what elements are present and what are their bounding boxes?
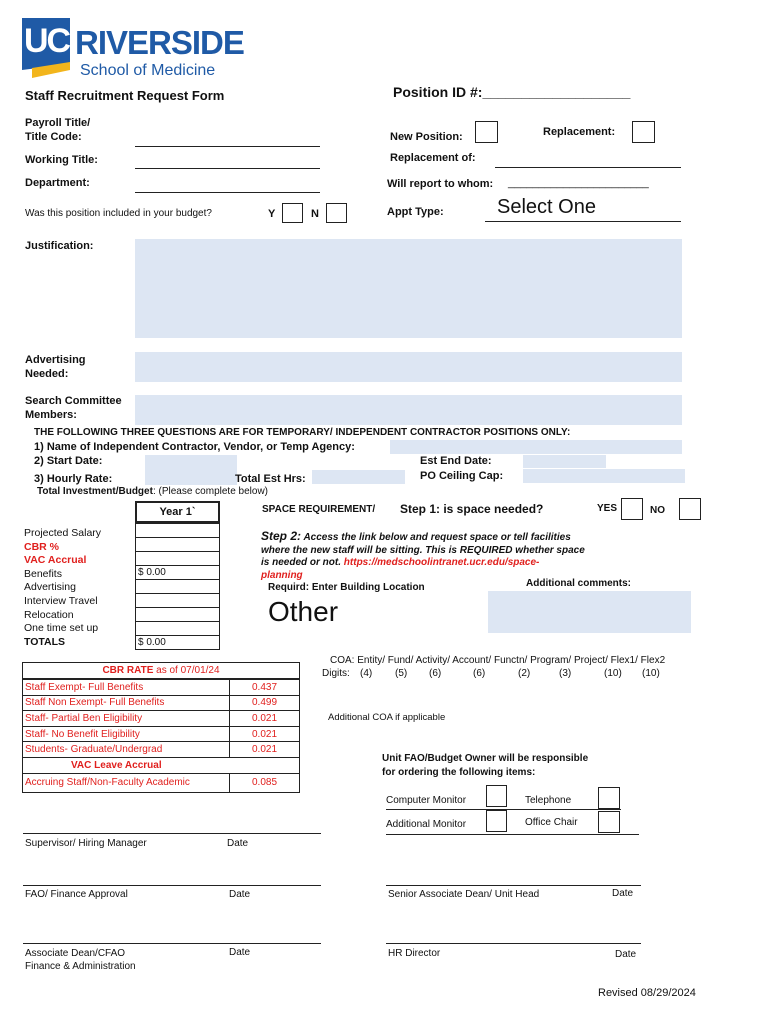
year-header (135, 501, 220, 523)
cbr-label: Staff Exempt- Full Benefits (23, 680, 230, 696)
senior-dean-label: Senior Associate Dean/ Unit Head (388, 889, 540, 900)
fao-sign-line[interactable] (23, 885, 321, 886)
budget-n-label: N (311, 208, 319, 220)
est-end-label: Est End Date: (420, 455, 492, 467)
logo (22, 18, 244, 82)
budget-n-checkbox[interactable] (326, 203, 347, 223)
vac-value: 0.085 (230, 773, 300, 792)
coa-digit: (5) (395, 668, 408, 679)
coa-digit: (6) (429, 668, 442, 679)
po-ceiling-field[interactable] (523, 469, 685, 483)
cbr-value: 0.021 (230, 726, 300, 742)
working-title-field[interactable] (135, 168, 320, 169)
payroll-title-field[interactable] (135, 146, 320, 147)
computer-monitor-label: Computer Monitor (386, 795, 467, 806)
space-link[interactable]: https://medschoolintranet.ucr.edu/space- (343, 557, 540, 568)
search-label-line1: Search Committee (25, 395, 122, 407)
hr-director-date-label: Date (615, 949, 637, 960)
coa-line: COA: Entity/ Fund/ Activity/ Account/ Functn/ Program/ Project/ Flex1/ Flex2 (330, 655, 666, 666)
required-building-label: Requird: Enter Building Location (268, 582, 425, 593)
budget-y-label: Y (268, 208, 276, 220)
coa-digit: (6) (473, 668, 486, 679)
cbr-header (22, 662, 300, 679)
temp-q1-field[interactable] (390, 440, 682, 454)
total-investment-label (37, 486, 268, 497)
equipment-line2: for ordering the following items: (382, 766, 536, 778)
justification-label: Justification: (25, 240, 94, 252)
cbr-title: CBR RATE (102, 665, 154, 676)
supervisor-sign-line[interactable] (23, 833, 321, 834)
advertising-label (25, 353, 86, 381)
table-row (23, 695, 300, 711)
search-label-line2: Members: (25, 409, 77, 421)
table-row (23, 726, 300, 742)
step2-line2: where the new staff will be sitting. This is REQUIRED whether space (261, 544, 585, 556)
vac-cell[interactable] (136, 552, 220, 566)
logo-uc: UC (24, 22, 70, 60)
office-chair-label: Office Chair (525, 817, 578, 828)
coa-digit: (10) (642, 668, 660, 679)
new-position-label: New Position: (390, 131, 463, 143)
please-complete-text: : (Please complete below) (152, 486, 268, 497)
space-yes-label: YES (597, 503, 618, 514)
budget-question: Was this position included in your budget? (25, 208, 212, 219)
equipment-line1: Unit FAO/Budget Owner will be responsible (382, 753, 589, 764)
assoc-dean-line1: Associate Dean/CFAO (25, 948, 126, 959)
step2-label: Step 2: (261, 529, 302, 543)
revised-date: Revised 08/29/2024 (598, 987, 696, 999)
year-header-text: Year 1` (159, 506, 196, 518)
budget-row-label: CBR % (24, 540, 60, 553)
appt-type-label: Appt Type: (387, 206, 444, 218)
temp-heading: THE FOLLOWING THREE QUESTIONS ARE FOR TEMPORARY/ INDEPENDENT CONTRACTOR POSITIONS ONLY: (34, 427, 571, 438)
justification-field[interactable] (135, 239, 682, 338)
table-row (23, 742, 300, 758)
coa-digit: (3) (559, 668, 572, 679)
coa-digit: (4) (360, 668, 373, 679)
vac-label: Accruing Staff/Non-Faculty Academic (23, 773, 230, 792)
budget-row-label: TOTALS (24, 635, 66, 648)
office-chair-checkbox[interactable] (598, 811, 620, 833)
computer-monitor-checkbox[interactable] (486, 785, 507, 807)
budget-row-label: VAC Accrual (24, 554, 87, 567)
advertising-cell[interactable] (136, 580, 220, 594)
totals-cell: $ 0.00 (136, 636, 220, 650)
cbr-label: Students- Graduate/Undergrad (23, 742, 230, 758)
table-row (23, 680, 300, 696)
table-row (23, 711, 300, 727)
coa-digits-label: Digits: (322, 668, 350, 679)
space-link-cont[interactable]: planning (261, 569, 303, 581)
will-report-field[interactable]: _______________________ (508, 177, 649, 189)
replacement-checkbox[interactable] (632, 121, 655, 143)
department-field[interactable] (135, 192, 320, 193)
cbr-label: Staff- No Benefit Eligibility (23, 726, 230, 742)
supervisor-date-label: Date (227, 838, 249, 849)
equipment-bottom-line (386, 834, 639, 835)
total-investment-text: Total Investment/Budget (37, 486, 153, 497)
cbr-label: Staff- Partial Ben Eligibility (23, 711, 230, 727)
additional-comments-field[interactable] (488, 591, 691, 633)
cbr-value: 0.021 (230, 742, 300, 758)
interview-travel-cell[interactable] (136, 594, 220, 608)
cbr-value: 0.021 (230, 711, 300, 727)
est-end-field[interactable] (523, 455, 606, 468)
step2-text (261, 530, 585, 582)
budget-row-label: Relocation (24, 608, 74, 621)
hr-director-label: HR Director (388, 948, 441, 959)
space-no-checkbox[interactable] (679, 498, 701, 520)
table-row (23, 773, 300, 792)
coa-digit: (2) (518, 668, 531, 679)
vac-title: VAC Leave Accrual (23, 757, 300, 773)
space-requirement-label: SPACE REQUIREMENT/ (262, 504, 376, 515)
search-committee-field[interactable] (135, 395, 682, 425)
replacement-of-label: Replacement of: (390, 152, 476, 164)
working-title-label: Working Title: (25, 154, 98, 166)
temp-q2: 2) Start Date: (34, 455, 103, 467)
start-date-field[interactable] (145, 455, 237, 485)
equipment-text (382, 752, 588, 779)
po-ceiling-label: PO Ceiling Cap: (420, 470, 504, 482)
department-label: Department: (25, 177, 90, 189)
relocation-cell[interactable] (136, 608, 220, 622)
assoc-dean-sign-line[interactable] (23, 943, 321, 944)
appt-type-underline (485, 221, 681, 222)
appt-type-select[interactable]: Select One (497, 196, 596, 218)
telephone-checkbox[interactable] (598, 787, 620, 809)
advertising-label-line1: Advertising (25, 354, 86, 366)
supervisor-label: Supervisor/ Hiring Manager (25, 838, 147, 849)
form-title: Staff Recruitment Request Form (25, 88, 225, 103)
space-yes-checkbox[interactable] (621, 498, 643, 520)
projected-salary-cell[interactable] (136, 524, 220, 538)
total-est-hrs-field[interactable] (312, 470, 405, 484)
additional-monitor-label: Additional Monitor (386, 819, 467, 830)
new-position-checkbox[interactable] (475, 121, 498, 143)
replacement-label: Replacement: (543, 126, 616, 138)
fao-date-label: Date (229, 889, 251, 900)
replacement-of-field[interactable] (495, 167, 681, 168)
cbr-as-of: as of 07/01/24 (156, 665, 220, 676)
space-no-label: NO (650, 505, 665, 516)
assoc-dean-date-label: Date (229, 947, 251, 958)
temp-q1: 1) Name of Independent Contractor, Vendor, or Temp Agency: (34, 441, 355, 453)
cbr-value: 0.437 (230, 680, 300, 696)
setup-cell[interactable] (136, 622, 220, 636)
temp-q3: 3) Hourly Rate: (34, 473, 113, 485)
step2-line1: Access the link below and request space or tell facilities (303, 532, 571, 543)
assoc-dean-line2: Finance & Administration (25, 961, 136, 972)
budget-row-label: Projected Salary (24, 527, 102, 539)
senior-dean-sign-line[interactable] (386, 885, 641, 886)
total-est-hrs-label: Total Est Hrs: (235, 473, 306, 485)
position-id-label[interactable]: Position ID #:___________________ (393, 84, 631, 100)
title-code-label: Title Code: (25, 131, 82, 143)
benefits-cell: $ 0.00 (136, 566, 220, 580)
logo-school: School of Medicine (80, 62, 216, 79)
additional-comments-label: Additional comments: (526, 578, 632, 589)
table-row (23, 757, 300, 773)
coa-digit: (10) (604, 668, 622, 679)
assoc-dean-label (25, 947, 136, 973)
cbr-value: 0.499 (230, 695, 300, 711)
budget-values-table (135, 523, 220, 650)
cbr-label: Staff Non Exempt- Full Benefits (23, 695, 230, 711)
telephone-label: Telephone (525, 795, 572, 806)
coa-additional: Additional COA if applicable (328, 712, 446, 723)
fao-label: FAO/ Finance Approval (25, 889, 128, 900)
budget-row-label: Advertising (24, 581, 76, 594)
budget-row-label: Interview Travel (24, 594, 98, 607)
budget-row-label: One time set up (24, 622, 99, 635)
advertising-label-line2: Needed: (25, 368, 69, 380)
budget-row-label: Benefits (24, 567, 62, 580)
advertising-field[interactable] (135, 352, 682, 382)
budget-y-checkbox[interactable] (282, 203, 303, 223)
cbr-table (22, 679, 300, 793)
step2-line3: is needed or not. (261, 557, 342, 568)
hr-director-sign-line[interactable] (386, 943, 641, 944)
building-location-field[interactable]: Other (268, 596, 339, 627)
search-committee-label (25, 394, 122, 422)
space-step1: Step 1: is space needed? (400, 502, 544, 516)
payroll-title-label: Payroll Title/ (25, 117, 91, 129)
cbr-cell[interactable] (136, 538, 220, 552)
will-report-label: Will report to whom: (387, 178, 494, 190)
budget-labels (24, 527, 101, 649)
senior-dean-date-label: Date (612, 888, 634, 899)
logo-riverside: RIVERSIDE (75, 24, 244, 61)
additional-monitor-checkbox[interactable] (486, 810, 507, 832)
